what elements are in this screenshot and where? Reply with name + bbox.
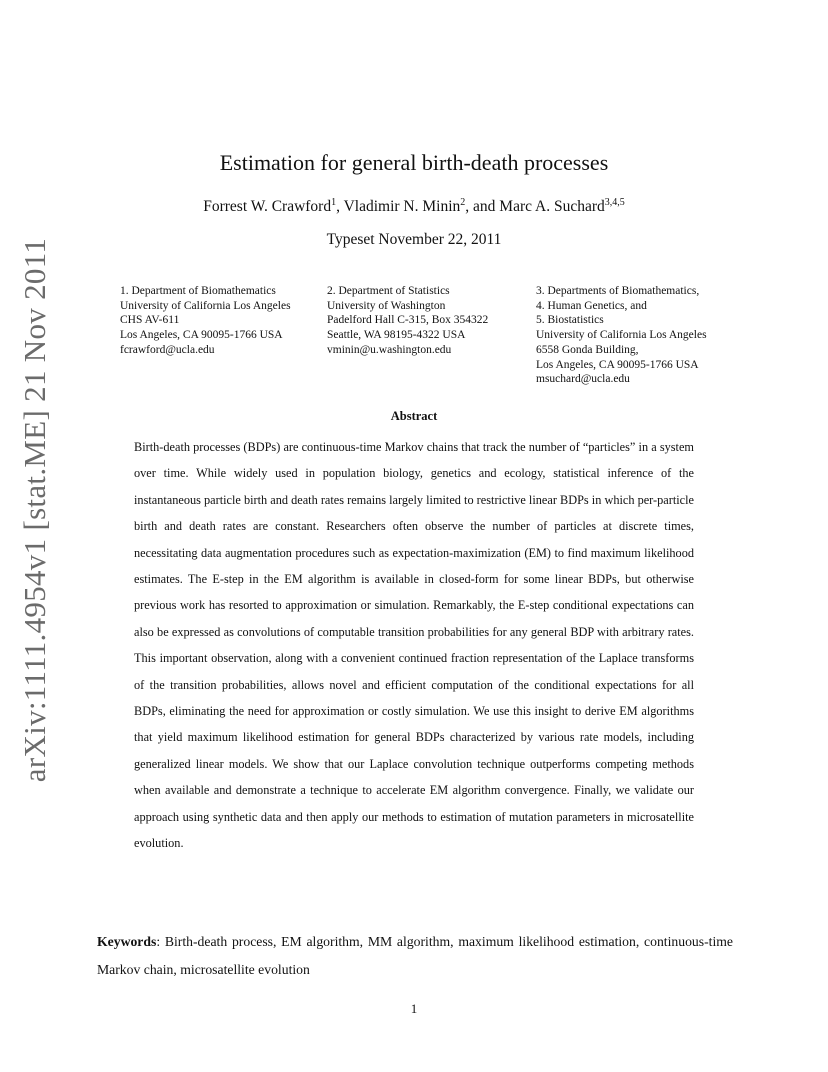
author-affiliation-mark: 2 — [460, 197, 466, 208]
typeset-date: Typeset November 22, 2011 — [326, 231, 502, 248]
affiliation-line: 3. Departments of Biomathematics, — [536, 285, 700, 297]
author-name: Marc A. Suchard — [499, 198, 605, 216]
affiliation-line: 5. Biostatistics — [536, 314, 604, 327]
keywords-text: : Birth-death process, EM algorithm, MM algorithm, maximum likelihood estimation, continuous-time Markov chain, microsatellite evolution — [97, 934, 733, 977]
affiliation-line: Los Angeles, CA 90095-1766 USA — [536, 358, 699, 371]
affiliation-line: University of Washington — [327, 299, 446, 312]
affiliation-line: CHS AV-611 — [120, 314, 180, 327]
affiliation-column-1 — [120, 284, 291, 358]
affiliation-column-2 — [327, 284, 488, 358]
affiliation-email: msuchard@ucla.edu — [536, 373, 630, 386]
affiliation-line: Padelford Hall C-315, Box 354322 — [327, 314, 489, 327]
affiliation-line: 4. Human Genetics, and — [536, 299, 647, 312]
affiliation-line: University of California Los Angeles — [120, 299, 291, 312]
author-name: Vladimir N. Minin — [343, 198, 461, 216]
affiliation-line: Seattle, WA 98195-4322 USA — [327, 329, 466, 342]
affiliation-line: 1. Department of Biomathematics — [120, 285, 276, 297]
affiliation-column-3 — [536, 284, 707, 387]
affiliation-email: fcrawford@ucla.edu — [120, 343, 215, 356]
author-list — [0, 197, 828, 216]
author-affiliation-mark: 1 — [331, 197, 337, 208]
arxiv-stamp: arXiv:1111.4954v1 [stat.ME] 21 Nov 2011 — [17, 237, 52, 783]
keywords — [97, 928, 733, 984]
author-affiliation-mark: 3,4,5 — [604, 197, 625, 208]
abstract-text: Birth-death processes (BDPs) are continuous-time Markov chains that track the number of “particles” in a system over time. While widely used in population biology, genetics and ecology, statistical inference of the instantaneous particle birth and death rates remains largely limited to restrictive linear BDPs in which per-particle birth and death rates are constant. Researchers often observe the number of particles at discrete times, necessitating data augmentation procedures such as expectation-maximization (EM) to find maximum likelihood estimates. The E-step in the EM algorithm is available in closed-form for some linear BDPs, but otherwise previous work has resorted to approximation or simulation. Remarkably, the E-step conditional expectations can also be expressed as convolutions of computable transition probabilities for any general BDP with arbitrary rates. This important observation, along with a convenient continued fraction representation of the Laplace transforms of the transition probabilities, allows novel and efficient computation of the conditional expectations for all BDPs, eliminating the need for approximation or costly simulation. We use this insight to derive EM algorithms that yield maximum likelihood estimation for general BDPs characterized by various rate models, including generalized linear models. We show that our Laplace convolution technique outperforms competing methods when available and demonstrate a technique to accelerate EM algorithm convergence. Finally, we validate our approach using synthetic data and then apply our methods to estimation of mutation parameters in microsatellite evolution. — [134, 440, 694, 851]
abstract-heading: Abstract — [390, 409, 438, 423]
author-name: Forrest W. Crawford — [203, 198, 332, 216]
affiliation-line: 2. Department of Statistics — [327, 285, 450, 297]
author-separator: , and — [465, 198, 500, 216]
paper-title: Estimation for general birth-death processes — [219, 150, 609, 175]
affiliation-line: Los Angeles, CA 90095-1766 USA — [120, 329, 283, 342]
author-separator: , — [336, 198, 344, 216]
affiliation-email: vminin@u.washington.edu — [327, 343, 452, 356]
keywords-label: Keywords — [97, 934, 157, 949]
page-number: 1 — [410, 1001, 418, 1016]
affiliation-line: University of California Los Angeles — [536, 329, 707, 342]
affiliation-line: 6558 Gonda Building, — [536, 343, 639, 356]
